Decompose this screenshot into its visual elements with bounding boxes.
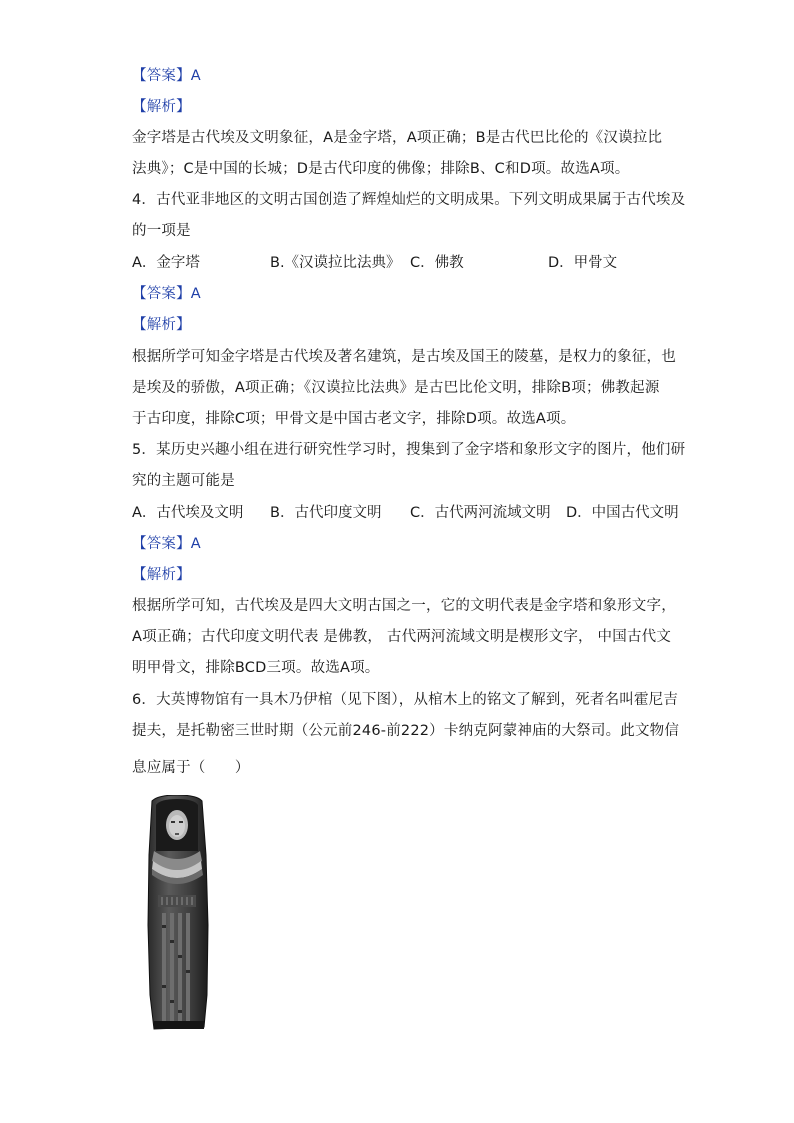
- q4-option-a: A．金字塔: [132, 255, 200, 271]
- question-5-text: 究的主题可能是: [132, 473, 235, 489]
- analysis-label: 【解析】: [132, 317, 191, 333]
- q5-option-c: C．古代两河流域文明: [410, 505, 551, 521]
- question-4-text: 的一项是: [132, 223, 191, 239]
- question-4-text: 4．古代亚非地区的文明古国创造了辉煌灿烂的文明成果。下列文明成果属于古代埃及: [132, 192, 686, 208]
- answer-label: 【答案】A: [132, 536, 201, 552]
- q5-option-b: B．古代印度文明: [270, 505, 382, 521]
- q4-option-c: C．佛教: [410, 255, 464, 271]
- q5-option-a: A．古代埃及文明: [132, 505, 244, 521]
- question-6-text: 息应属于（ ）: [132, 760, 250, 776]
- answer-label: 【答案】A: [132, 286, 201, 302]
- analysis-text: 于古印度，排除C项；甲骨文是中国古老文字，排除D项。故选A项。: [132, 411, 576, 427]
- question-6-text: 6．大英博物馆有一具木乃伊棺（见下图），从棺木上的铭文了解到，死者名叫霍尼吉: [132, 692, 679, 708]
- analysis-text: 根据所学可知金字塔是古代埃及著名建筑，是古埃及国王的陵墓，是权力的象征，也: [132, 349, 676, 365]
- question-5-text: 5．某历史兴趣小组在进行研究性学习时，搜集到了金字塔和象形文字的图片，他们研: [132, 442, 686, 458]
- q5-option-d: D．中国古代文明: [566, 505, 679, 521]
- analysis-label: 【解析】: [132, 567, 191, 583]
- q4-option-b: B.《汉谟拉比法典》: [270, 255, 401, 271]
- analysis-text: 根据所学可知，古代埃及是四大文明古国之一，它的文明代表是金字塔和象形文字，: [132, 598, 676, 614]
- analysis-text: 金字塔是古代埃及文明象征，A是金字塔，A项正确；B是古代巴比伦的《汉谟拉比: [132, 130, 663, 146]
- question-6-text: 提夫，是托勒密三世时期（公元前246-前222）卡纳克阿蒙神庙的大祭司。此文物信: [132, 723, 680, 739]
- analysis-text: 是埃及的骄傲，A项正确；《汉谟拉比法典》是古巴比伦文明，排除B项；佛教起源: [132, 380, 660, 396]
- analysis-text: A项正确；古代印度文明代表 是佛教， 古代两河流域文明是楔形文字， 中国古代文: [132, 629, 672, 645]
- q4-option-d: D．甲骨文: [548, 255, 618, 271]
- answer-label: 【答案】A: [132, 68, 201, 84]
- analysis-label: 【解析】: [132, 99, 191, 115]
- mummy-coffin-image: [140, 795, 215, 1033]
- analysis-text: 法典》；C是中国的长城；D是古代印度的佛像；排除B、C和D项。故选A项。: [132, 161, 630, 177]
- analysis-text: 明甲骨文，排除BCD三项。故选A项。: [132, 660, 380, 676]
